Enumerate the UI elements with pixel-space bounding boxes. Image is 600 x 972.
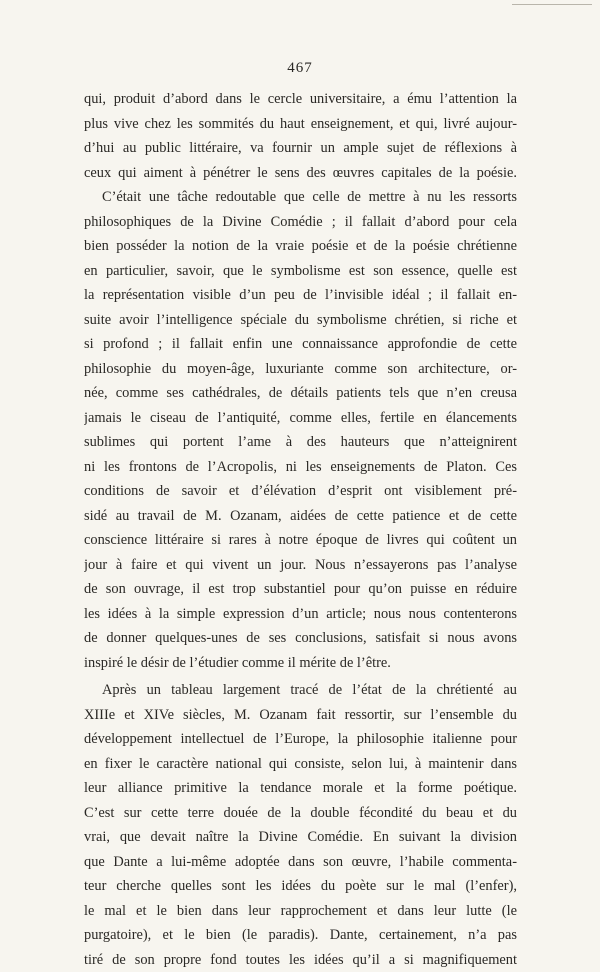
text-line: sidé au travail de M. Ozanam, aidées de cette patience et de cette bbox=[84, 504, 517, 529]
text-line: les idées à la simple expression d’un article; nous nous contenterons bbox=[84, 602, 517, 627]
text-line: en particulier, savoir, que le symbolisme est son essence, quelle est bbox=[84, 259, 517, 284]
text-line: jamais le ciseau de l’antiquité, comme elles, fertile en élancements bbox=[84, 406, 517, 431]
text-line: de son ouvrage, il est trop substantiel pour qu’on puisse en réduire bbox=[84, 577, 517, 602]
text-line: d’hui au public littéraire, va fournir un ample sujet de réflexions à bbox=[84, 136, 517, 161]
page-number: 467 bbox=[0, 60, 600, 77]
text-line: de donner quelques-unes de ses conclusions, satisfait si nous avons bbox=[84, 626, 517, 651]
text-line: développement intellectuel de l’Europe, la philosophie italienne pour bbox=[84, 727, 517, 752]
text-line: bien posséder la notion de la vraie poésie et de la poésie chrétienne bbox=[84, 234, 517, 259]
text-line: sublimes qui portent l’ame à des hauteurs que n’atteignirent bbox=[84, 430, 517, 455]
text-line: leur alliance primitive la tendance morale et la forme poétique. bbox=[84, 776, 517, 801]
text-line: inspiré le désir de l’étudier comme il mérite de l’être. bbox=[84, 651, 517, 676]
text-line: conscience littéraire si rares à notre époque de livres qui coûtent un bbox=[84, 528, 517, 553]
text-line: la représentation visible d’un peu de l’invisible idéal ; il fallait en- bbox=[84, 283, 517, 308]
text-line: en fixer le caractère national qui consiste, selon lui, à maintenir dans bbox=[84, 752, 517, 777]
text-line: plus vive chez les sommités du haut enseignement, et qui, livré aujour- bbox=[84, 112, 517, 137]
text-line: le mal et le bien dans leur rapprochement et dans leur lutte (le bbox=[84, 899, 517, 924]
text-line: que Dante a lui-même adoptée dans son œuvre, l’habile commenta- bbox=[84, 850, 517, 875]
text-line: C’est sur cette terre douée de la double fécondité du beau et du bbox=[84, 801, 517, 826]
text-line: vrai, que devait naître la Divine Comédie. En suivant la division bbox=[84, 825, 517, 850]
text-line: Après un tableau largement tracé de l’état de la chrétienté au bbox=[84, 678, 517, 703]
corner-rule bbox=[512, 4, 592, 5]
text-line: si profond ; il fallait enfin une connaissance approfondie de cette bbox=[84, 332, 517, 357]
text-line: teur cherche quelles sont les idées du poète sur le mal (l’enfer), bbox=[84, 874, 517, 899]
text-line: ni les frontons de l’Acropolis, ni les enseignements de Platon. Ces bbox=[84, 455, 517, 480]
text-line: tiré de son propre fond toutes les idées qu’il a si magnifiquement bbox=[84, 948, 517, 972]
text-line: qui, produit d’abord dans le cercle universitaire, a ému l’attention la bbox=[84, 87, 517, 112]
text-line: philosophie du moyen-âge, luxuriante comme son architecture, or- bbox=[84, 357, 517, 382]
text-line: purgatoire), et le bien (le paradis). Dante, certainement, n’a pas bbox=[84, 923, 517, 948]
text-line: jour à faire et qui vivent un jour. Nous n’essayerons pas l’analyse bbox=[84, 553, 517, 578]
text-line: C’était une tâche redoutable que celle de mettre à nu les ressorts bbox=[84, 185, 517, 210]
text-line: ceux qui aiment à pénétrer le sens des œuvres capitales de la poésie. bbox=[84, 161, 517, 186]
text-line: XIIIe et XIVe siècles, M. Ozanam fait ressortir, sur l’ensemble du bbox=[84, 703, 517, 728]
text-line: née, comme ses cathédrales, de détails patients tels que n’en creusa bbox=[84, 381, 517, 406]
text-line: suite avoir l’intelligence spéciale du symbolisme chrétien, si riche et bbox=[84, 308, 517, 333]
text-line: philosophiques de la Divine Comédie ; il fallait d’abord pour cela bbox=[84, 210, 517, 235]
text-line: conditions de savoir et d’élévation d’esprit ont visiblement pré- bbox=[84, 479, 517, 504]
body-text bbox=[84, 87, 517, 972]
